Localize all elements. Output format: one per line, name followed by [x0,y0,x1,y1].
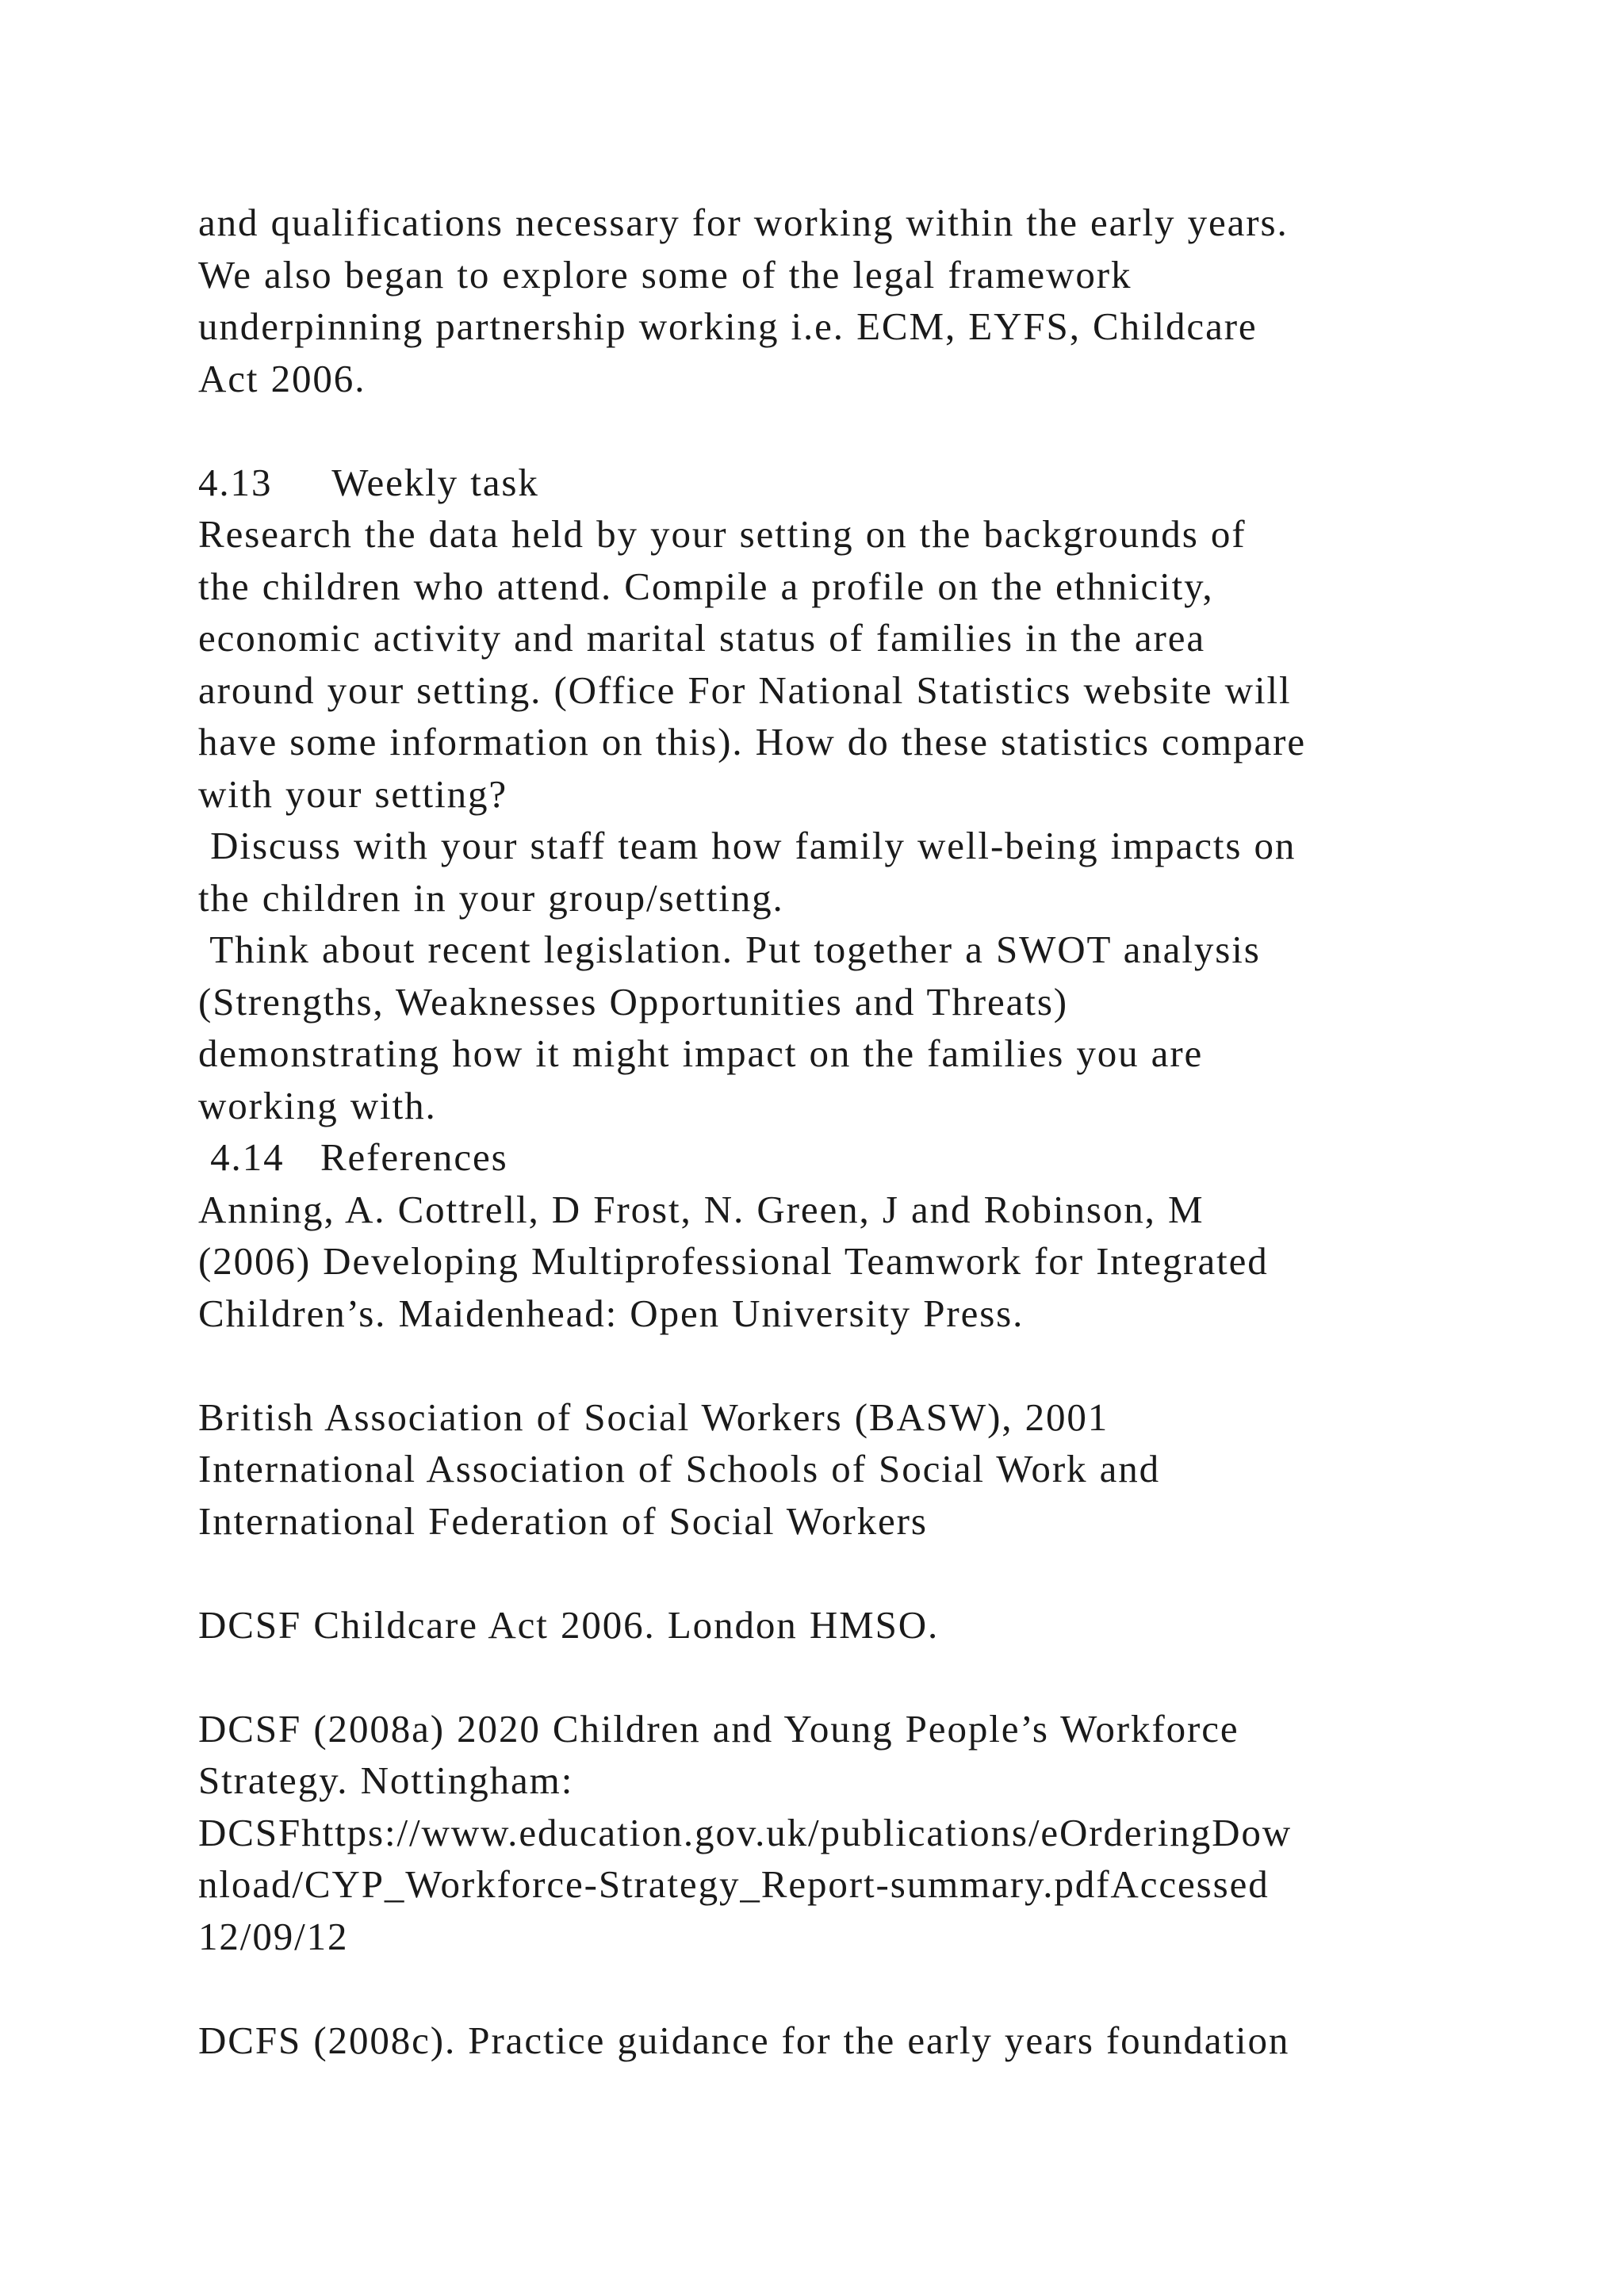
section-heading-weekly-task: 4.13 Weekly task [198,460,539,504]
blank-line [198,1547,1546,1599]
text-line: have some information on this). How do these statistics compare [198,720,1306,763]
text-line: economic activity and marital status of families in the area [198,616,1206,660]
reference-line: DCSF (2008a) 2020 Children and Young People’s Workforce [198,1706,1239,1751]
reference-line: Strategy. Nottingham: [198,1758,574,1802]
reference-line: International Federation of Social Workers [198,1498,928,1543]
text-line: Research the data held by your setting on the backgrounds of [198,512,1247,556]
reference-line: DCSF Childcare Act 2006. London HMSO. [198,1602,940,1647]
section-heading-references: 4.14 References [198,1135,508,1179]
blank-line [198,1962,1546,2015]
blank-line [198,404,1546,457]
reference-line: British Association of Social Workers (BASW), 2001 [198,1395,1109,1439]
text-line: demonstrating how it might impact on the families you are [198,1031,1204,1075]
reference-url-line: DCSFhttps://www.education.gov.uk/publications/eOrderingDow [198,1810,1293,1854]
text-line: Discuss with your staff team how family well-being impacts on [198,824,1297,867]
reference-line: Children’s. Maidenhead: Open University Press. [198,1291,1025,1335]
text-line: underpinning partnership working i.e. ECM, EYFS, Childcare [198,304,1258,348]
text-line: (Strengths, Weaknesses Opportunities and Threats) [198,979,1069,1024]
text-line: Act 2006. [198,356,366,400]
reference-line: International Association of Schools of Social Work and [198,1447,1161,1490]
document-body [198,197,1546,2066]
blank-line [198,1651,1546,1703]
reference-url-line: nload/CYP_Workforce-Strategy_Report-summary.pdfAccessed [198,1862,1270,1906]
reference-line: 12/09/12 [198,1914,349,1958]
text-line: with your setting? [198,771,508,816]
text-line: and qualifications necessary for working within the early years. [198,201,1289,244]
blank-line [198,1339,1546,1391]
text-line: around your setting. (Office For National Statistics website will [198,668,1292,712]
reference-line: Anning, A. Cottrell, D Frost, N. Green, J and Robinson, M [198,1187,1205,1231]
reference-line: (2006) Developing Multiprofessional Teamwork for Integrated [198,1239,1269,1283]
text-line: Think about recent legislation. Put together a SWOT analysis [198,928,1261,971]
text-line: We also began to explore some of the legal framework [198,252,1132,297]
reference-line: DCFS (2008c). Practice guidance for the early years foundation [198,2018,1290,2062]
text-line: the children who attend. Compile a profile on the ethnicity, [198,564,1214,608]
text-line: the children in your group/setting. [198,875,784,920]
text-line: working with. [198,1083,437,1127]
